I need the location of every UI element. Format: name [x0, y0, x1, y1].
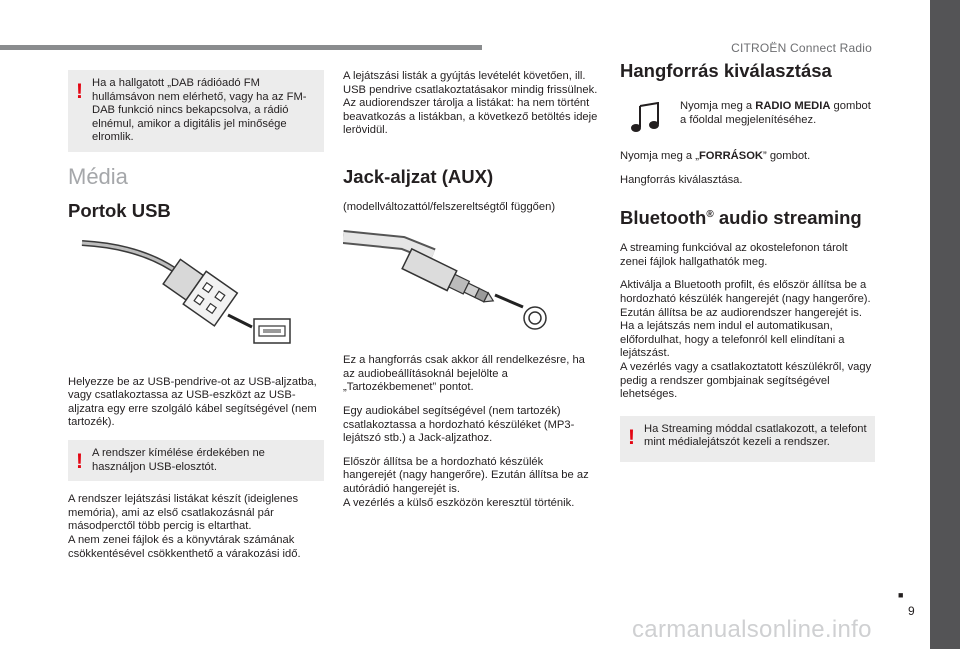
heading-bluetooth-streaming — [620, 207, 875, 229]
jack-plug-illustration — [343, 225, 599, 340]
radio-media-label: RADIO MEDIA — [755, 100, 831, 112]
music-note-icon — [628, 102, 670, 134]
aux-subtitle: (modellváltozattól/felszereltségtől függően) — [343, 200, 556, 213]
side-band — [930, 0, 960, 649]
bt-heading-text: Bluetooth — [620, 207, 707, 229]
exclamation-icon: ! — [628, 425, 635, 449]
sources-instruction — [620, 150, 875, 164]
column-1 — [68, 70, 324, 571]
bt-heading-rest: audio streaming — [713, 207, 862, 229]
radio-text-pre: Nyomja meg a — [680, 100, 756, 112]
header-rule — [0, 45, 482, 50]
page-marker: ■ — [898, 590, 904, 600]
header-brand: CITROËN Connect Radio — [731, 41, 872, 55]
registered-mark: ® — [706, 209, 714, 221]
bt-instructions: Aktiválja a Bluetooth profilt, és először állítsa be a hordozható készülék hangerejét (nagy hangerőre). Ezután állítsa be az audiorendszer hangerejét is. Ha a lejátszás nem indul el automatikusan, előfordulhat, hogy a telefonról kell elindítani a lejátszást. A vezérlés vagy a csatlakoztatott készülékről, vagy pedig a rendszer gombjainak segítségével lehetséges. — [620, 279, 872, 401]
notice-text: Ha a hallgatott „DAB rádióadó FM hullámsávon nem elérhető, vagy ha az FM-DAB funkció nincs bekapcsolva, a rádió elnémul, amikor a digitális jel minősége elromlik. — [92, 77, 307, 144]
heading-usb: Portok USB — [68, 199, 171, 221]
page-number: 9 — [908, 604, 915, 618]
sources-label: FORRÁSOK — [698, 150, 763, 162]
heading-source-select: Hangforrás kiválasztása — [620, 60, 832, 81]
section-title-media: Média — [68, 163, 128, 189]
aux-volume: Először állítsa be a hordozható készülék hangerejét (nagy hangerőre). Ezután állítsa be az autórádió hangerejét is. A vezérlés a külső eszközön keresztül történik. — [343, 455, 589, 509]
notice-box-usb-hub — [68, 440, 324, 481]
notice-box-dab — [68, 70, 324, 152]
radio-media-text — [680, 100, 875, 127]
usb-plug-illustration — [68, 235, 324, 353]
exclamation-icon: ! — [76, 449, 83, 473]
usb-playlist-info: A rendszer lejátszási listákat készít (ideiglenes memória), ami az első csatlakozásnál pár másodperctől több percig is eltarthat. A nem zenei fájlok és a könyvtárak számának csökkentésével csökkenthető a várakozási idő. — [68, 493, 301, 560]
radio-media-instruction — [620, 100, 875, 134]
playlist-refresh-info: A lejátszási listák a gyújtás levételét követően, ill. USB pendrive csatlakoztatásakor mindig frissülnek. Az audiorendszer tárolja a listákat: ha nem történt beavatkozás a listákban, a következő betöltés ideje lerövidül. — [343, 70, 598, 137]
column-2 — [343, 70, 599, 520]
exclamation-icon: ! — [76, 80, 83, 103]
heading-aux: Jack-aljzat (AUX) — [343, 165, 494, 187]
radio-text-post: gombot a főoldal megjelenítéséhez. — [680, 100, 871, 126]
usb-instruction: Helyezze be az USB-pendrive-ot az USB-aljzatba, vagy csatlakoztassa az USB-eszközt az USB-aljzatra egy erre szolgáló kábel segítségével (nem tartozék). — [68, 375, 317, 429]
notice-text: A rendszer kímélése érdekében ne használjon USB-elosztót. — [92, 446, 265, 473]
notice-text: Ha Streaming móddal csatlakozott, a telefont mint médialejátszót kezeli a rendszer. — [644, 422, 867, 449]
column-3 — [620, 60, 875, 474]
bt-intro: A streaming funkcióval az okostelefonon tárolt zenei fájlok hallgathatók meg. — [620, 242, 848, 268]
aux-availability: Ez a hangforrás csak akkor áll rendelkezésre, ha az audiobeállításoknál bejelölte a „Tartozékbemenet” pontot. — [343, 354, 585, 394]
source-select-text: Hangforrás kiválasztása. — [620, 173, 743, 186]
aux-connect: Egy audiokábel segítségével (nem tartozék) csatlakoztassa a hordozható készüléket (MP3-lejátszó stb.) a Jack-aljzathoz. — [343, 404, 575, 445]
sources-text-post: ” gombot. — [763, 150, 811, 162]
sources-text-pre: Nyomja meg a „ — [620, 150, 699, 162]
watermark: carmanualsonline.info — [632, 616, 872, 643]
notice-box-streaming — [620, 416, 875, 462]
